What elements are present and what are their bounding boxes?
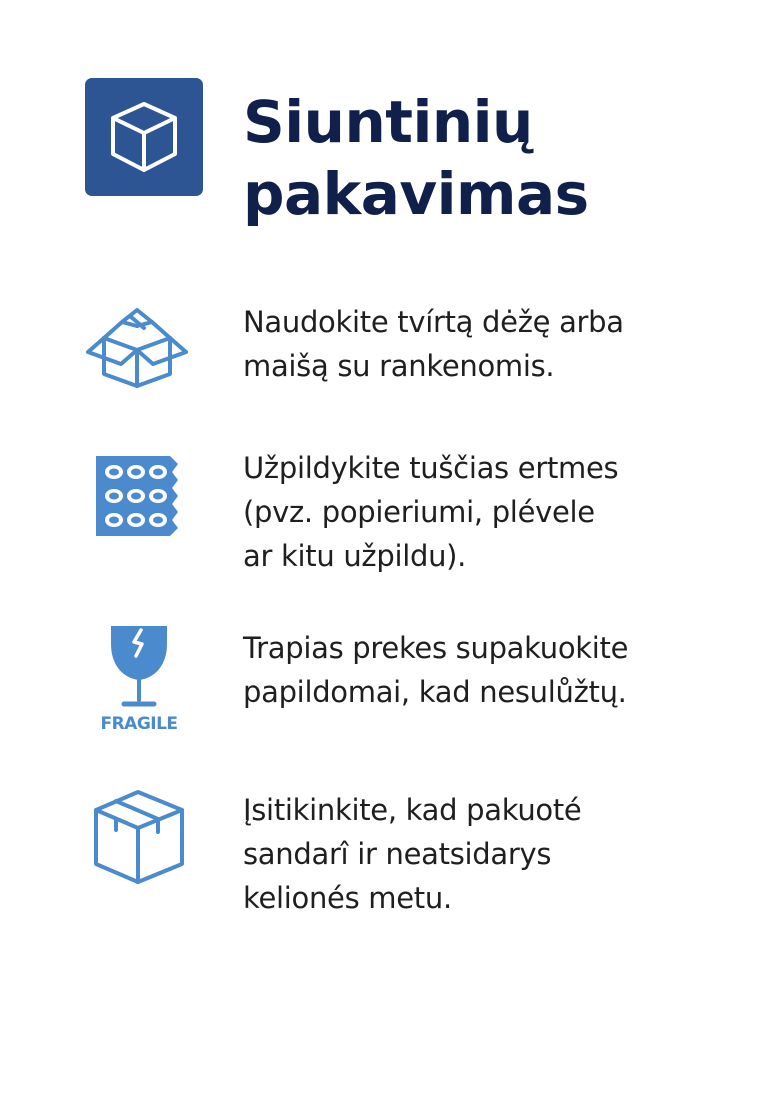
item-text: Naudokite tvírtą dėžę arba maišą su rankenomis. (243, 305, 624, 383)
bubble-wrap-icon (94, 454, 180, 544)
sealed-box-icon (92, 788, 186, 890)
open-box-icon (84, 300, 190, 394)
item-text: Trapias prekes supakuokite papildomai, kad nesulůžtų. (243, 631, 629, 709)
fragile-label: FRAGILE (100, 714, 178, 734)
page-title: Siuntinių pakavimas (243, 88, 589, 228)
item-text: Užpildykite tuščias ertmes (pvz. popieriumi, plévele ar kitu užpildu). (243, 451, 619, 573)
item-text: Įsitikinkite, kad pakuoté sandarî ir neatsidarys kelionés metu. (243, 793, 582, 915)
package-box-icon (85, 78, 203, 196)
header (85, 78, 203, 196)
fragile-glass-icon (84, 626, 194, 736)
